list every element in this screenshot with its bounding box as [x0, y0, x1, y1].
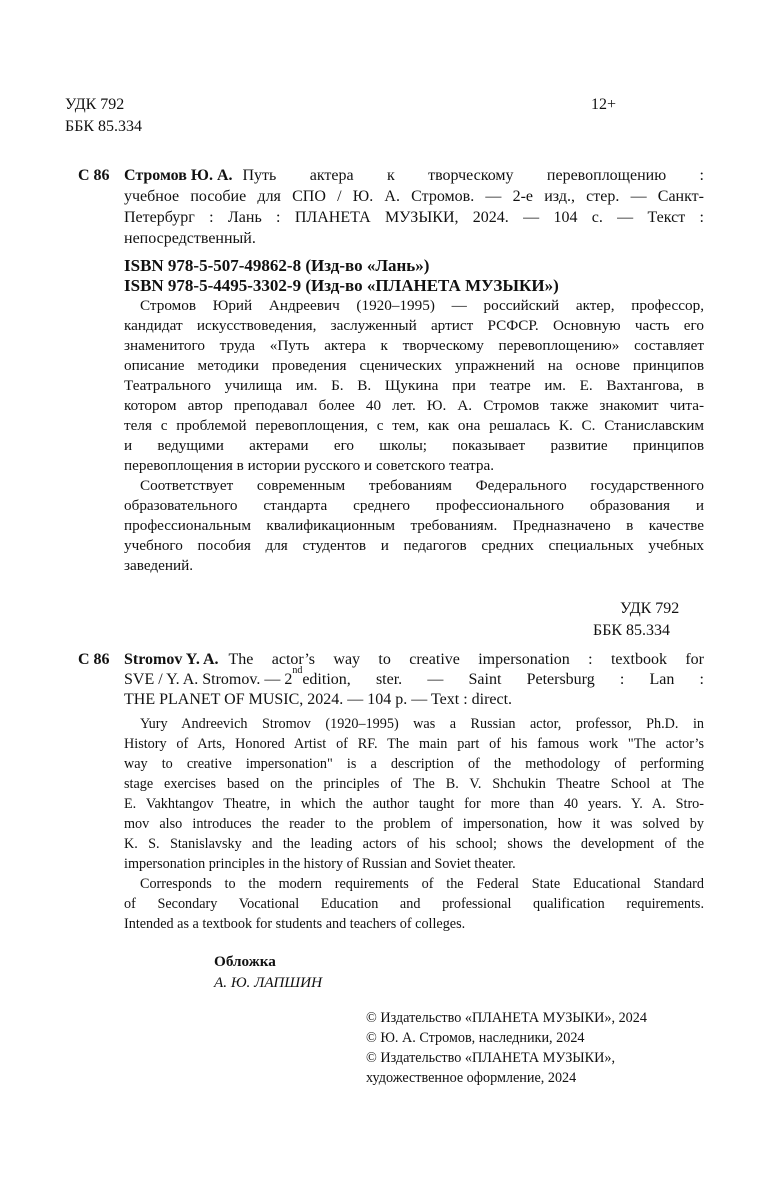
en-abstract-line: impersonation principles in the history of Russian and Soviet theater.	[124, 856, 516, 872]
en-abstract-line: mov also introduces the reader to the problem of impersonation, how it was solved by	[124, 816, 704, 832]
ru-abstract-line: Стромов Юрий Андреевич (1920–1995) — российский актер, профессор,	[140, 297, 704, 314]
ru-record-author: Стромов Ю. А.	[124, 167, 233, 184]
en-abstract-line: Yury Andreevich Stromov (1920–1995) was a Russian actor, professor, Ph.D. in	[140, 716, 704, 732]
en-record-line-2a: SVE / Y. A. Stromov. — 2	[124, 671, 293, 688]
en-purpose-line: of Secondary Vocational Education and professional qualification requirements.	[124, 896, 704, 912]
en-record-superscript: nd	[292, 665, 303, 676]
ru-abstract-line: кандидат искусствоведения, заслуженный артист РСФСР. Основную часть его	[124, 317, 704, 334]
ru-abstract-line: теля с проблемой перевоплощения, с тем, как она решалась К. С. Станиславским	[124, 417, 704, 434]
ru-purpose-line: заведений.	[124, 557, 194, 574]
en-abstract-line: E. Vakhtangov Theatre, in which the author taught for more than 40 years. Y. A. Stro-	[124, 796, 704, 812]
age-rating: 12+	[591, 96, 617, 113]
ru-record-code: С 86	[78, 167, 110, 184]
bbk-code: ББК 85.334	[65, 118, 143, 135]
en-record-line-2b: edition, ster. — Saint Petersburg : Lan :	[302, 671, 704, 688]
en-purpose-line: Intended as a textbook for students and teachers of colleges.	[124, 916, 466, 932]
cover-designer: А. Ю. ЛАПШИН	[214, 974, 323, 991]
en-record-line-2	[124, 665, 704, 689]
en-udk-code: УДК 792	[620, 600, 680, 617]
en-abstract-line: stage exercises based on the principles of The B. V. Shchukin Theatre School at The	[124, 776, 704, 792]
ru-abstract-line: перевоплощения в истории русского и советского театра.	[124, 457, 495, 474]
copyright-line: © Издательство «ПЛАНЕТА МУЗЫКИ»,	[366, 1050, 616, 1066]
en-abstract-line: way to creative impersonation" is a description of the methodology of performing	[124, 756, 704, 772]
ru-purpose-line: Соответствует современным требованиям Федерального государственного	[140, 477, 704, 494]
en-record-code: С 86	[78, 651, 110, 668]
ru-record-line-3: Петербург : Лань : ПЛАНЕТА МУЗЫКИ, 2024. — 104 с. — Текст :	[124, 209, 704, 226]
en-record-line-1	[124, 651, 704, 669]
ru-record-line-4: непосредственный.	[124, 230, 256, 247]
ru-abstract-line: и ведущими актерами его школы; показывает развитие принципов	[124, 437, 704, 454]
ru-record-line-2: учебное пособие для СПО / Ю. А. Стромов. — 2-е изд., стер. — Санкт-	[124, 188, 704, 205]
copyright-line: © Ю. А. Стромов, наследники, 2024	[366, 1030, 585, 1046]
ru-record-line-1	[124, 167, 704, 185]
ru-abstract-line: знаменитого труда «Путь актера к творческому перевоплощению» составляет	[124, 337, 704, 354]
ru-abstract-line: описание методики проведения сценических упражнений на основе принципов	[124, 357, 704, 374]
en-bbk-code: ББК 85.334	[593, 622, 671, 639]
isbn-lan: ISBN 978-5-507-49862-8 (Изд-во «Лань»)	[124, 256, 430, 275]
ru-record-title: Путь актера к творческому перевоплощению :	[242, 167, 704, 184]
copyright-line: © Издательство «ПЛАНЕТА МУЗЫКИ», 2024	[366, 1010, 647, 1026]
copyright-line: художественное оформление, 2024	[366, 1070, 577, 1086]
en-abstract-line: K. S. Stanislavsky and the leading actors of his school; shows the development of the	[124, 836, 704, 852]
en-purpose-line: Corresponds to the modern requirements of the Federal State Educational Standard	[140, 876, 704, 892]
ru-abstract-line: котором автор преподавал более 40 лет. Ю. А. Стромов также знакомит чита-	[124, 397, 704, 414]
udk-code: УДК 792	[65, 96, 125, 113]
ru-purpose-line: учебного пособия для студентов и педагогов средних специальных учебных	[124, 537, 704, 554]
en-record-title: The actor’s way to creative impersonation : textbook for	[228, 651, 704, 668]
en-record-line-3: THE PLANET OF MUSIC, 2024. — 104 p. — Text : direct.	[124, 691, 513, 708]
en-record-author: Stromov Y. A.	[124, 651, 219, 668]
ru-abstract-line: Театрального училища им. Б. В. Щукина при театре им. Е. Вахтангова, в	[124, 377, 704, 394]
en-abstract-line: History of Arts, Honored Artist of RF. The main part of his famous work "The actor’s	[124, 736, 704, 752]
isbn-planeta: ISBN 978-5-4495-3302-9 (Изд-во «ПЛАНЕТА МУЗЫКИ»)	[124, 276, 559, 295]
ru-purpose-line: образовательного стандарта среднего профессионального образования и	[124, 497, 704, 514]
ru-purpose-line: профессиональным квалификационным требованиям. Предназначено в качестве	[124, 517, 704, 534]
cover-label: Обложка	[214, 953, 276, 970]
